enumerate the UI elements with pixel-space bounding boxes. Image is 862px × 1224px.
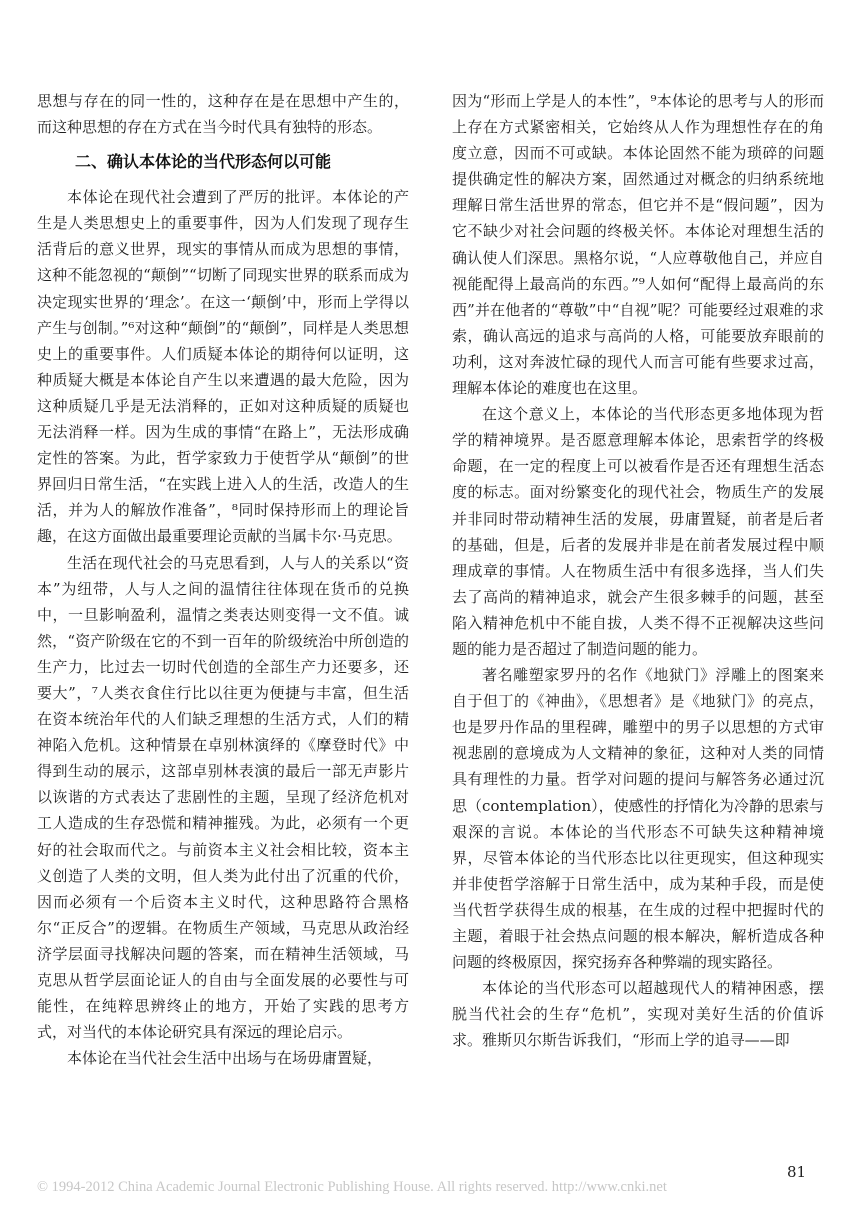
body-paragraph: 在这个意义上，本体论的当代形态更多地体现为哲学的精神境界。是否愿意理解本体论，思索哲学的终极命题，在一定的程度上可以被看作是否还有理想生活态度的标志。面对纷繁变化的现代社会，物质生产的发展并非同时带动精神生活的发展，毋庸置疑，前者是后者的基础，但是，后者的发展并非是在前者发展过程中顺理成章的事情。人在物质生活中有很多选择，当人们失去了高尚的精神追求，就会产生很多棘手的问题，甚至陷入精神危机中不能自拔，人类不得不正视解决这些问题的能力是否超过了制造问题的能力。 xyxy=(452,405,824,658)
body-paragraph: 生活在现代社会的马克思看到，人与人的关系以“资本”为纽带，人与人之间的温情往往体现在货币的兑换中，一旦影响盈利，温情之类表达则变得一文不值。诚然，“资产阶级在它的不到一百年的阶级统治中所创造的生产力，比过去一切时代创造的全部生产力还要多，还要大”，⁷人类衣食住行比以往更为便捷与丰富，但生活在资本统治年代的人们缺乏理想的生活方式，人们的精神陷入危机。这种情景在卓别林演绎的《摩登时代》中得到生动的展示，这部卓别林表演的最后一部无声影片以诙谐的方式表达了悲剧性的主题，呈现了经济危机对工人造成的生存恐慌和精神摧残。为此，必须有一个更好的社会取而代之。与前资本主义社会相比较，资本主义创造了人类的文明，但人类为此付出了沉重的代价，因而必须有一个后资本主义时代，这种思路符合黑格尔“正反合”的逻辑。在物质生产领域，马克思从政治经济学层面寻找解决问题的答案，而在精神生活领域，马克思从哲学层面论证人的自由与全面发展的必要性与可能性，在纯粹思辨终止的地方，开始了实践的思考方式，对当代的本体论研究具有深远的理论启示。 xyxy=(37,553,409,1042)
body-paragraph: 本体论的当代形态可以超越现代人的精神困惑，摆脱当代社会的生存“危机”，实现对美好生活的价值诉求。雅斯贝尔斯告诉我们，“形而上学的追寻——即 xyxy=(452,979,824,1050)
section-heading: 二、确认本体论的当代形态何以可能 xyxy=(75,152,332,172)
page-number: 81 xyxy=(787,1163,807,1181)
body-paragraph: 本体论在现代社会遭到了严厉的批评。本体论的产生是人类思想史上的重要事件，因为人们发现了现存生活背后的意义世界，现实的事情从而成为思想的事情，这种不能忽视的“颠倒”“切断了同现实世界的联系而成为决定现实世界的‘理念’。在这一‘颠倒’中，形而上学得以产生与创制。”⁶对这种“颠倒”的“颠倒”，同样是人类思想史上的重要事件。人们质疑本体论的期待何以证明，这种质疑大概是本体论自产生以来遭遇的最大危险，因为这种质疑几乎是无法消释的，正如对这种质疑的质疑也无法消释一样。因为生成的事情“在路上”，无法形成确定性的答案。为此，哲学家致力于使哲学从“颠倒”的世界回归日常生活，“在实践上进入人的生活，改造人的生活，并为人的解放作准备”，⁸同时保持形而上的理论旨趣，在这方面做出最重要理论贡献的当属卡尔·马克思。 xyxy=(37,188,409,546)
body-paragraph: 著名雕塑家罗丹的名作《地狱门》浮雕上的图案来自于但丁的《神曲》，《思想者》是《地狱门》的亮点，也是罗丹作品的里程碑，雕塑中的男子以思想的方式审视悲剧的意境成为人文精神的象征，这种对人类的同情具有理性的力量。哲学对问题的提问与解答务必通过沉思（contemplation），使感性的抒情化为冷静的思索与艰深的言说。本体论的当代形态不可缺失这种精神境界，尽管本体论的当代形态比以往更现实，但这种现实并非使哲学溶解于日常生活中，成为某种手段，而是使当代哲学获得生成的根基，在生成的过程中把握时代的主题，着眼于社会热点问题的根本解决，解析造成各种问题的终极原因，探究扬弃各种弊端的现实路径。 xyxy=(452,666,824,972)
right-column xyxy=(452,88,824,1053)
copyright-footer: © 1994-2012 China Academic Journal Electronic Publishing House. All rights reserved. http://www.cnki.net xyxy=(37,1179,667,1195)
body-paragraph: 本体论在当代社会生活中出场与在场毋庸置疑， xyxy=(67,1049,383,1068)
intro-paragraph: 思想与存在的同一性的，这种存在是在思想中产生的，而这种思想的存在方式在当今时代具有独特的形态。 xyxy=(37,92,409,137)
left-column xyxy=(37,88,409,1071)
continued-paragraph: 因为“形而上学是人的本性”，⁹本体论的思考与人的形而上存在方式紧密相关，它始终从人作为理想性存在的角度立意，因而不可或缺。本体论固然不能为琐碎的问题提供确定性的解决方案，固然通过对概念的归纳系统地理解日常生活世界的常态，但它并不是“假问题”，因为它不缺少对社会问题的终极关怀。本体论对理想生活的确认使人们深思。黑格尔说，“人应尊敬他自己，并应自视能配得上最高尚的东西。”⁹人如何“配得上最高尚的东西”并在他者的“尊敬”中“自视”呢？可能要经过艰难的求索，确认高远的追求与高尚的人格，可能要放弃眼前的功利，这对奔波忙碌的现代人而言可能有些要求过高，理解本体论的难度也在这里。 xyxy=(452,92,824,398)
